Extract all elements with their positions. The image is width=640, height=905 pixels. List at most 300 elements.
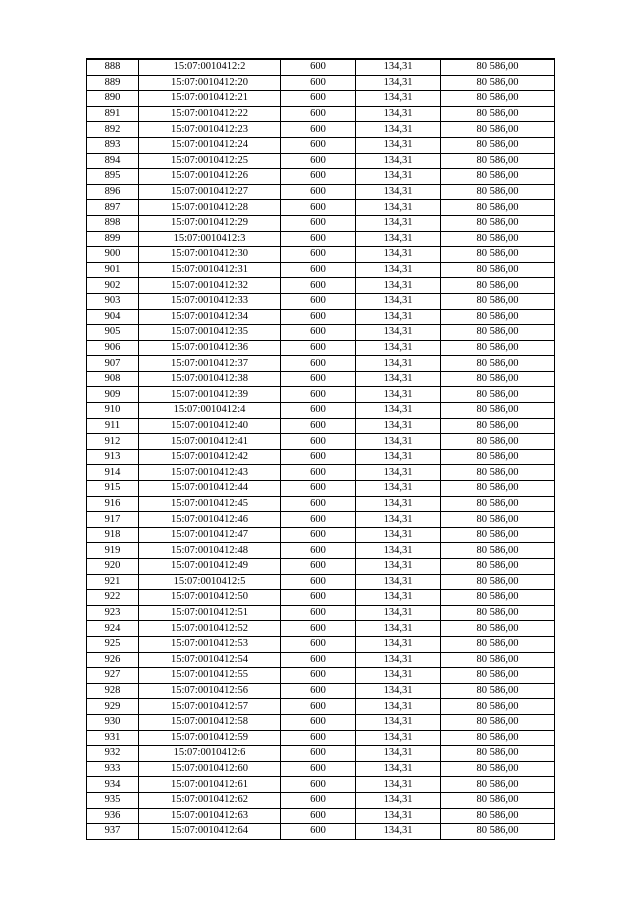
cadastral-number-cell: 15:07:0010412:60 — [139, 761, 281, 777]
area-cell: 600 — [281, 169, 356, 185]
cadastral-number-cell: 15:07:0010412:36 — [139, 340, 281, 356]
table-row — [87, 91, 555, 107]
row-number-cell: 936 — [87, 808, 139, 824]
row-number-cell: 909 — [87, 387, 139, 403]
area-cell: 600 — [281, 91, 356, 107]
cadastral-number-cell: 15:07:0010412:33 — [139, 293, 281, 309]
rate-cell: 134,31 — [356, 621, 441, 637]
table-row — [87, 387, 555, 403]
area-cell: 600 — [281, 309, 356, 325]
rate-cell: 134,31 — [356, 761, 441, 777]
table-row — [87, 278, 555, 294]
amount-cell: 80 586,00 — [441, 668, 555, 684]
amount-cell: 80 586,00 — [441, 356, 555, 372]
table-row — [87, 169, 555, 185]
amount-cell: 80 586,00 — [441, 309, 555, 325]
rate-cell: 134,31 — [356, 278, 441, 294]
amount-cell: 80 586,00 — [441, 91, 555, 107]
rate-cell: 134,31 — [356, 309, 441, 325]
table-row — [87, 309, 555, 325]
rate-cell: 134,31 — [356, 683, 441, 699]
cadastral-number-cell: 15:07:0010412:39 — [139, 387, 281, 403]
row-number-cell: 919 — [87, 543, 139, 559]
row-number-cell: 899 — [87, 231, 139, 247]
amount-cell: 80 586,00 — [441, 403, 555, 419]
cadastral-number-cell: 15:07:0010412:56 — [139, 683, 281, 699]
cadastral-number-cell: 15:07:0010412:46 — [139, 512, 281, 528]
amount-cell: 80 586,00 — [441, 590, 555, 606]
area-cell: 600 — [281, 356, 356, 372]
cadastral-number-cell: 15:07:0010412:62 — [139, 792, 281, 808]
row-number-cell: 921 — [87, 574, 139, 590]
table-row — [87, 746, 555, 762]
rate-cell: 134,31 — [356, 481, 441, 497]
table-row — [87, 527, 555, 543]
table-row — [87, 543, 555, 559]
table-row — [87, 559, 555, 575]
table-row — [87, 231, 555, 247]
amount-cell: 80 586,00 — [441, 418, 555, 434]
row-number-cell: 903 — [87, 293, 139, 309]
cadastral-number-cell: 15:07:0010412:6 — [139, 746, 281, 762]
table-row — [87, 714, 555, 730]
rate-cell: 134,31 — [356, 371, 441, 387]
table-row — [87, 247, 555, 263]
amount-cell: 80 586,00 — [441, 153, 555, 169]
cadastral-number-cell: 15:07:0010412:30 — [139, 247, 281, 263]
cadastral-number-cell: 15:07:0010412:47 — [139, 527, 281, 543]
area-cell: 600 — [281, 621, 356, 637]
area-cell: 600 — [281, 340, 356, 356]
area-cell: 600 — [281, 527, 356, 543]
area-cell: 600 — [281, 777, 356, 793]
table-row — [87, 200, 555, 216]
cadastral-number-cell: 15:07:0010412:37 — [139, 356, 281, 372]
row-number-cell: 914 — [87, 465, 139, 481]
cadastral-number-cell: 15:07:0010412:25 — [139, 153, 281, 169]
area-cell: 600 — [281, 824, 356, 840]
amount-cell: 80 586,00 — [441, 714, 555, 730]
amount-cell: 80 586,00 — [441, 699, 555, 715]
row-number-cell: 895 — [87, 169, 139, 185]
table-row — [87, 574, 555, 590]
area-cell: 600 — [281, 122, 356, 138]
table-row — [87, 808, 555, 824]
amount-cell: 80 586,00 — [441, 371, 555, 387]
area-cell: 600 — [281, 153, 356, 169]
rate-cell: 134,31 — [356, 730, 441, 746]
amount-cell: 80 586,00 — [441, 636, 555, 652]
rate-cell: 134,31 — [356, 746, 441, 762]
cadastral-number-cell: 15:07:0010412:48 — [139, 543, 281, 559]
rate-cell: 134,31 — [356, 777, 441, 793]
amount-cell: 80 586,00 — [441, 792, 555, 808]
table-row — [87, 371, 555, 387]
row-number-cell: 918 — [87, 527, 139, 543]
rate-cell: 134,31 — [356, 574, 441, 590]
amount-cell: 80 586,00 — [441, 481, 555, 497]
table-row — [87, 122, 555, 138]
rate-cell: 134,31 — [356, 153, 441, 169]
rate-cell: 134,31 — [356, 559, 441, 575]
amount-cell: 80 586,00 — [441, 808, 555, 824]
cadastral-number-cell: 15:07:0010412:41 — [139, 434, 281, 450]
row-number-cell: 916 — [87, 496, 139, 512]
table-row — [87, 106, 555, 122]
amount-cell: 80 586,00 — [441, 169, 555, 185]
area-cell: 600 — [281, 449, 356, 465]
area-cell: 600 — [281, 434, 356, 450]
row-number-cell: 911 — [87, 418, 139, 434]
area-cell: 600 — [281, 559, 356, 575]
cadastral-number-cell: 15:07:0010412:42 — [139, 449, 281, 465]
cadastral-number-cell: 15:07:0010412:26 — [139, 169, 281, 185]
table-row — [87, 699, 555, 715]
amount-cell: 80 586,00 — [441, 262, 555, 278]
table-row — [87, 481, 555, 497]
table-row — [87, 340, 555, 356]
rate-cell: 134,31 — [356, 496, 441, 512]
row-number-cell: 901 — [87, 262, 139, 278]
table-row — [87, 652, 555, 668]
amount-cell: 80 586,00 — [441, 730, 555, 746]
rate-cell: 134,31 — [356, 590, 441, 606]
amount-cell: 80 586,00 — [441, 574, 555, 590]
amount-cell: 80 586,00 — [441, 184, 555, 200]
cadastral-number-cell: 15:07:0010412:49 — [139, 559, 281, 575]
table-row — [87, 605, 555, 621]
amount-cell: 80 586,00 — [441, 122, 555, 138]
cadastral-number-cell: 15:07:0010412:22 — [139, 106, 281, 122]
rate-cell: 134,31 — [356, 808, 441, 824]
amount-cell: 80 586,00 — [441, 465, 555, 481]
area-cell: 600 — [281, 403, 356, 419]
cadastral-number-cell: 15:07:0010412:45 — [139, 496, 281, 512]
table-row — [87, 496, 555, 512]
rate-cell: 134,31 — [356, 200, 441, 216]
row-number-cell: 912 — [87, 434, 139, 450]
table-row — [87, 184, 555, 200]
amount-cell: 80 586,00 — [441, 824, 555, 840]
cadastral-number-cell: 15:07:0010412:24 — [139, 137, 281, 153]
rate-cell: 134,31 — [356, 605, 441, 621]
amount-cell: 80 586,00 — [441, 137, 555, 153]
cadastral-number-cell: 15:07:0010412:44 — [139, 481, 281, 497]
row-number-cell: 933 — [87, 761, 139, 777]
row-number-cell: 927 — [87, 668, 139, 684]
table-row — [87, 824, 555, 840]
rate-cell: 134,31 — [356, 356, 441, 372]
area-cell: 600 — [281, 106, 356, 122]
amount-cell: 80 586,00 — [441, 746, 555, 762]
rate-cell: 134,31 — [356, 75, 441, 91]
row-number-cell: 905 — [87, 325, 139, 341]
amount-cell: 80 586,00 — [441, 512, 555, 528]
row-number-cell: 896 — [87, 184, 139, 200]
area-cell: 600 — [281, 387, 356, 403]
cadastral-number-cell: 15:07:0010412:64 — [139, 824, 281, 840]
amount-cell: 80 586,00 — [441, 340, 555, 356]
cadastral-number-cell: 15:07:0010412:55 — [139, 668, 281, 684]
rate-cell: 134,31 — [356, 668, 441, 684]
cadastral-number-cell: 15:07:0010412:51 — [139, 605, 281, 621]
area-cell: 600 — [281, 668, 356, 684]
cadastral-number-cell: 15:07:0010412:58 — [139, 714, 281, 730]
table-row — [87, 325, 555, 341]
area-cell: 600 — [281, 496, 356, 512]
amount-cell: 80 586,00 — [441, 559, 555, 575]
row-number-cell: 907 — [87, 356, 139, 372]
cadastral-number-cell: 15:07:0010412:20 — [139, 75, 281, 91]
amount-cell: 80 586,00 — [441, 59, 555, 75]
cadastral-number-cell: 15:07:0010412:63 — [139, 808, 281, 824]
rate-cell: 134,31 — [356, 137, 441, 153]
rate-cell: 134,31 — [356, 91, 441, 107]
amount-cell: 80 586,00 — [441, 527, 555, 543]
row-number-cell: 891 — [87, 106, 139, 122]
area-cell: 600 — [281, 699, 356, 715]
area-cell: 600 — [281, 730, 356, 746]
row-number-cell: 889 — [87, 75, 139, 91]
rate-cell: 134,31 — [356, 824, 441, 840]
rate-cell: 134,31 — [356, 792, 441, 808]
amount-cell: 80 586,00 — [441, 761, 555, 777]
rate-cell: 134,31 — [356, 636, 441, 652]
rate-cell: 134,31 — [356, 106, 441, 122]
rate-cell: 134,31 — [356, 184, 441, 200]
table-row — [87, 621, 555, 637]
row-number-cell: 925 — [87, 636, 139, 652]
amount-cell: 80 586,00 — [441, 777, 555, 793]
amount-cell: 80 586,00 — [441, 652, 555, 668]
row-number-cell: 908 — [87, 371, 139, 387]
row-number-cell: 915 — [87, 481, 139, 497]
cadastral-number-cell: 15:07:0010412:54 — [139, 652, 281, 668]
table-row — [87, 668, 555, 684]
area-cell: 600 — [281, 293, 356, 309]
cadastral-number-cell: 15:07:0010412:21 — [139, 91, 281, 107]
cadastral-number-cell: 15:07:0010412:31 — [139, 262, 281, 278]
table-row — [87, 636, 555, 652]
rate-cell: 134,31 — [356, 527, 441, 543]
cadastral-number-cell: 15:07:0010412:32 — [139, 278, 281, 294]
table-row — [87, 356, 555, 372]
rate-cell: 134,31 — [356, 714, 441, 730]
area-cell: 600 — [281, 137, 356, 153]
rate-cell: 134,31 — [356, 699, 441, 715]
amount-cell: 80 586,00 — [441, 325, 555, 341]
rate-cell: 134,31 — [356, 325, 441, 341]
row-number-cell: 930 — [87, 714, 139, 730]
cadastral-number-cell: 15:07:0010412:34 — [139, 309, 281, 325]
area-cell: 600 — [281, 231, 356, 247]
amount-cell: 80 586,00 — [441, 434, 555, 450]
table-row — [87, 153, 555, 169]
row-number-cell: 922 — [87, 590, 139, 606]
row-number-cell: 893 — [87, 137, 139, 153]
table-row — [87, 590, 555, 606]
table-row — [87, 434, 555, 450]
amount-cell: 80 586,00 — [441, 496, 555, 512]
table-row — [87, 792, 555, 808]
amount-cell: 80 586,00 — [441, 605, 555, 621]
cadastral-number-cell: 15:07:0010412:57 — [139, 699, 281, 715]
row-number-cell: 931 — [87, 730, 139, 746]
cadastral-number-cell: 15:07:0010412:5 — [139, 574, 281, 590]
table-row — [87, 777, 555, 793]
cadastral-number-cell: 15:07:0010412:43 — [139, 465, 281, 481]
cadastral-number-cell: 15:07:0010412:27 — [139, 184, 281, 200]
row-number-cell: 902 — [87, 278, 139, 294]
rate-cell: 134,31 — [356, 122, 441, 138]
rate-cell: 134,31 — [356, 403, 441, 419]
area-cell: 600 — [281, 792, 356, 808]
row-number-cell: 892 — [87, 122, 139, 138]
cadastral-number-cell: 15:07:0010412:61 — [139, 777, 281, 793]
area-cell: 600 — [281, 761, 356, 777]
rate-cell: 134,31 — [356, 59, 441, 75]
cadastral-number-cell: 15:07:0010412:40 — [139, 418, 281, 434]
amount-cell: 80 586,00 — [441, 387, 555, 403]
rate-cell: 134,31 — [356, 652, 441, 668]
amount-cell: 80 586,00 — [441, 543, 555, 559]
row-number-cell: 904 — [87, 309, 139, 325]
cadastral-number-cell: 15:07:0010412:53 — [139, 636, 281, 652]
area-cell: 600 — [281, 512, 356, 528]
table-row — [87, 262, 555, 278]
amount-cell: 80 586,00 — [441, 449, 555, 465]
rate-cell: 134,31 — [356, 169, 441, 185]
table-row — [87, 75, 555, 91]
area-cell: 600 — [281, 590, 356, 606]
area-cell: 600 — [281, 75, 356, 91]
row-number-cell: 924 — [87, 621, 139, 637]
rate-cell: 134,31 — [356, 512, 441, 528]
table-row — [87, 730, 555, 746]
cadastral-number-cell: 15:07:0010412:59 — [139, 730, 281, 746]
area-cell: 600 — [281, 605, 356, 621]
table-row — [87, 293, 555, 309]
table-row — [87, 683, 555, 699]
area-cell: 600 — [281, 683, 356, 699]
rate-cell: 134,31 — [356, 543, 441, 559]
row-number-cell: 890 — [87, 91, 139, 107]
amount-cell: 80 586,00 — [441, 215, 555, 231]
rate-cell: 134,31 — [356, 293, 441, 309]
area-cell: 600 — [281, 247, 356, 263]
area-cell: 600 — [281, 652, 356, 668]
area-cell: 600 — [281, 278, 356, 294]
table-row — [87, 137, 555, 153]
area-cell: 600 — [281, 636, 356, 652]
table-body — [87, 59, 555, 839]
table-row — [87, 761, 555, 777]
table-row — [87, 215, 555, 231]
area-cell: 600 — [281, 371, 356, 387]
area-cell: 600 — [281, 418, 356, 434]
rate-cell: 134,31 — [356, 465, 441, 481]
amount-cell: 80 586,00 — [441, 683, 555, 699]
rate-cell: 134,31 — [356, 418, 441, 434]
amount-cell: 80 586,00 — [441, 293, 555, 309]
row-number-cell: 917 — [87, 512, 139, 528]
rate-cell: 134,31 — [356, 231, 441, 247]
amount-cell: 80 586,00 — [441, 621, 555, 637]
area-cell: 600 — [281, 200, 356, 216]
area-cell: 600 — [281, 215, 356, 231]
row-number-cell: 923 — [87, 605, 139, 621]
amount-cell: 80 586,00 — [441, 200, 555, 216]
row-number-cell: 934 — [87, 777, 139, 793]
area-cell: 600 — [281, 184, 356, 200]
row-number-cell: 932 — [87, 746, 139, 762]
row-number-cell: 897 — [87, 200, 139, 216]
row-number-cell: 920 — [87, 559, 139, 575]
cadastral-number-cell: 15:07:0010412:52 — [139, 621, 281, 637]
amount-cell: 80 586,00 — [441, 231, 555, 247]
area-cell: 600 — [281, 59, 356, 75]
rate-cell: 134,31 — [356, 434, 441, 450]
row-number-cell: 906 — [87, 340, 139, 356]
rate-cell: 134,31 — [356, 262, 441, 278]
cadastral-number-cell: 15:07:0010412:23 — [139, 122, 281, 138]
area-cell: 600 — [281, 465, 356, 481]
rate-cell: 134,31 — [356, 449, 441, 465]
area-cell: 600 — [281, 714, 356, 730]
cadastral-number-cell: 15:07:0010412:28 — [139, 200, 281, 216]
area-cell: 600 — [281, 543, 356, 559]
amount-cell: 80 586,00 — [441, 247, 555, 263]
table-row — [87, 449, 555, 465]
area-cell: 600 — [281, 746, 356, 762]
cadastral-number-cell: 15:07:0010412:35 — [139, 325, 281, 341]
cadastral-number-cell: 15:07:0010412:4 — [139, 403, 281, 419]
rate-cell: 134,31 — [356, 340, 441, 356]
cadastral-number-cell: 15:07:0010412:50 — [139, 590, 281, 606]
table-row — [87, 59, 555, 75]
row-number-cell: 910 — [87, 403, 139, 419]
row-number-cell: 937 — [87, 824, 139, 840]
row-number-cell: 888 — [87, 59, 139, 75]
amount-cell: 80 586,00 — [441, 278, 555, 294]
row-number-cell: 894 — [87, 153, 139, 169]
cadastral-number-cell: 15:07:0010412:29 — [139, 215, 281, 231]
row-number-cell: 928 — [87, 683, 139, 699]
row-number-cell: 900 — [87, 247, 139, 263]
table-row — [87, 512, 555, 528]
area-cell: 600 — [281, 808, 356, 824]
area-cell: 600 — [281, 325, 356, 341]
rate-cell: 134,31 — [356, 247, 441, 263]
area-cell: 600 — [281, 574, 356, 590]
area-cell: 600 — [281, 262, 356, 278]
table-row — [87, 465, 555, 481]
row-number-cell: 926 — [87, 652, 139, 668]
table-row — [87, 418, 555, 434]
cadastral-number-cell: 15:07:0010412:3 — [139, 231, 281, 247]
table-row — [87, 403, 555, 419]
row-number-cell: 935 — [87, 792, 139, 808]
rate-cell: 134,31 — [356, 215, 441, 231]
amount-cell: 80 586,00 — [441, 75, 555, 91]
row-number-cell: 913 — [87, 449, 139, 465]
cadastral-number-cell: 15:07:0010412:38 — [139, 371, 281, 387]
document-table — [86, 58, 555, 840]
area-cell: 600 — [281, 481, 356, 497]
cadastral-number-cell: 15:07:0010412:2 — [139, 59, 281, 75]
row-number-cell: 929 — [87, 699, 139, 715]
rate-cell: 134,31 — [356, 387, 441, 403]
